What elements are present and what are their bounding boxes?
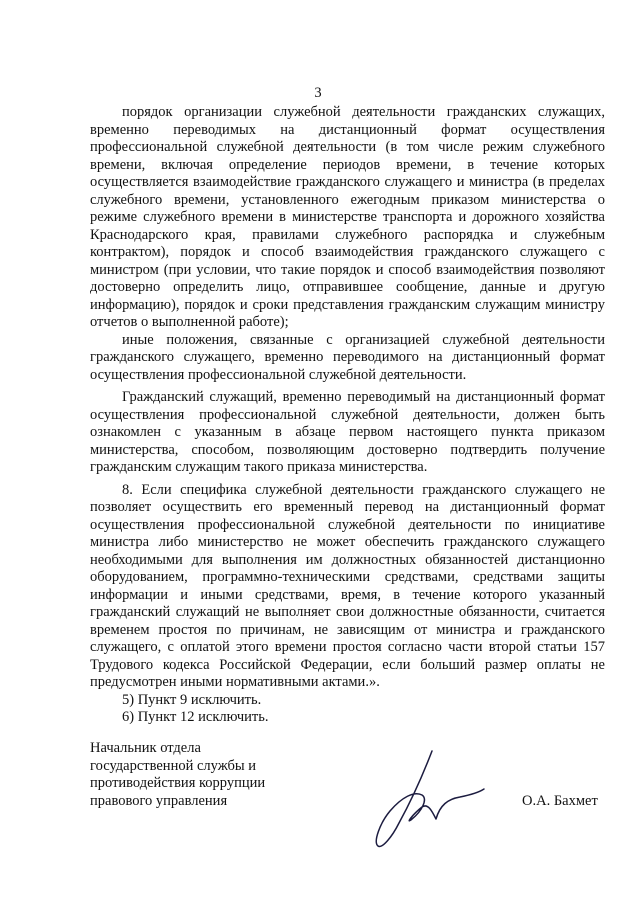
paragraph-familiarization: Гражданский служащий, временно переводимый на дистанционный формат осуществления профессиональной служебной деятельности, должен быть ознакомлен с указанным в абзаце первом настоящего пункта приказом министерства, способом, позволяющим достоверно подтвердить получение гражданским служащим такого приказа министерства. — [90, 389, 605, 475]
signatory-position — [90, 740, 350, 810]
paragraph-item-8: 8. Если специфика служебной деятельности гражданского служащего не позволяет осуществить его временный перевод на дистанционный формат осуществления профессиональной служебной деятельности по инициативе министра либо министерство не может обеспечить гражданского служащего необходимыми для выполнения им должностных обязанностей дистанционно оборудованием, программно-техническими средствами, средствами защиты информации и иными средствами, время, в течение которого указанный гражданский служащий не выполняет свои должностные обязанности, считается временем простоя по причинам, не зависящим от министра и гражданского служащего, с оплатой этого времени простоя согласно части второй статьи 157 Трудового кодекса Российской Федерации, если больший размер оплаты не предусмотрен иными нормативными актами.». — [90, 481, 605, 690]
paragraph-item-9-exclude: 5) Пункт 9 исключить. — [122, 691, 262, 708]
signatory-position-line: правового управления — [90, 792, 228, 809]
signatory-name: О.А. Бахмет — [522, 793, 598, 809]
signatory-position-line: противодействия коррупции — [90, 775, 266, 791]
paragraph-other-provisions: иные положения, связанные с организацией служебной деятельности гражданского служащего, временно переводимого на дистанционный формат осуществления профессиональной служебной деятельности. — [90, 331, 605, 383]
handwritten-signature — [372, 745, 487, 853]
paragraph-item-12-exclude: 6) Пункт 12 исключить. — [122, 709, 269, 725]
signatory-position-line: Начальник отдела — [90, 740, 201, 756]
page-number: 3 — [314, 85, 322, 101]
signatory-position-line: государственной службы и — [90, 757, 257, 774]
paragraph-work-order: порядок организации служебной деятельности гражданских служащих, временно переводимых на дистанционный формат осуществления профессиональной служебной деятельности (в том числе режим служебного времени, включая определение периодов времени, в течение которых осуществляется взаимодействие гражданского служащего и министра (в пределах служебного времени, установленного ежегодным приказом министерства о режиме служебного времени в министерстве транспорта и дорожного хозяйства Краснодарского края, правилами служебного распорядка и служебным контрактом), порядок и способ взаимодействия гражданского служащего с министром (при условии, что такие порядок и способ взаимодействия позволяют достоверно определить лицо, отправившее сообщение, данные и другую информацию), порядок и сроки представления гражданским служащим министру отчетов о выполненной работе); — [90, 104, 605, 330]
document-body — [90, 104, 605, 727]
